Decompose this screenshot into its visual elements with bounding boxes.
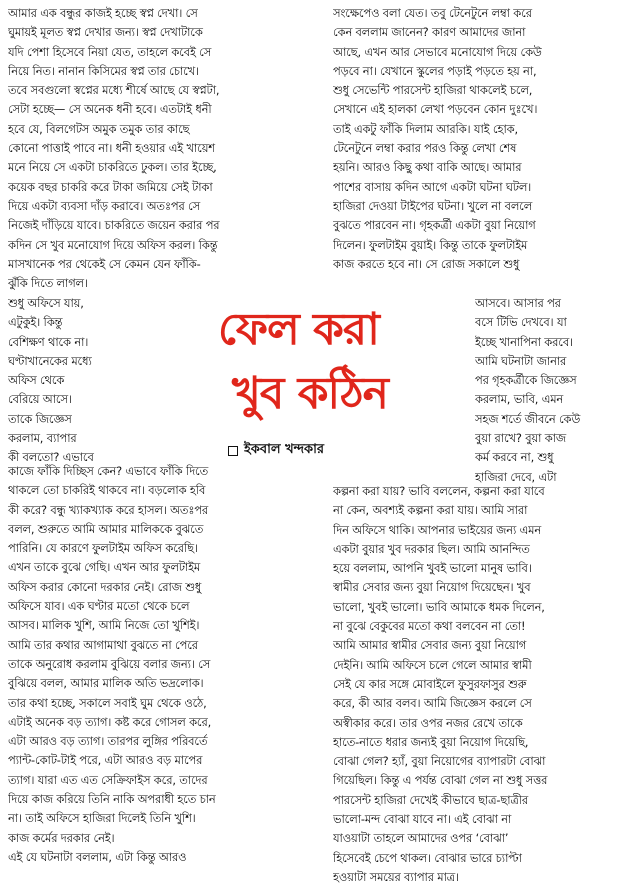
text-line: তাকে অনুরোধ করলাম বুঝিয়ে বলার জন্য। সে: [8, 656, 211, 671]
text-line: দিয়ে কাজ করিয়ে তিনি নাকি অপরাধী হতে চান: [8, 792, 216, 807]
text-line: হয়নি। আরও কিছু কথা বাকি আছে। আমার: [333, 160, 522, 175]
text-line: আসবে। আসার পর: [475, 296, 561, 310]
text-line: হিসেবেই চেপে থাকল। বোঝার ভারে চ্যাপ্টা: [333, 850, 522, 865]
text-line: কল্পনা করা যায়? ভাবি বললেন, কল্পনা করা যাবে: [333, 484, 545, 498]
text-line: অফিস থেকে: [8, 373, 65, 388]
text-line: বোঝা গেল? হ্যাঁ, বুয়া নিয়োগের ব্যাপারটা বোঝা: [333, 754, 546, 769]
text-line: নিজেই দাঁড়িয়ে যাবে। চাকরিতে জয়েন করার পর: [8, 218, 220, 233]
text-line: অস্বীকার করে। তার ওপর নজর রেখে তাকে: [333, 715, 523, 730]
square-bullet-icon: [228, 446, 238, 456]
text-line: ইচ্ছে খানাপিনা করবে।: [475, 334, 573, 349]
text-line: না। তাই অফিসে হাজিরা দিলেই তিনি খুশি।: [8, 811, 196, 826]
text-line: এটাই অনেক বড় ত্যাগ। কষ্ট করে গোসল করে,: [8, 714, 212, 729]
text-line: থাকলে তো চাকরিই থাকবে না। বড়লোক হবি: [8, 483, 206, 498]
text-line: আমি তার কথার আগামাথা বুঝতে না পেরে: [8, 637, 198, 652]
text-line: এখন তাকে বুঝে গেছি। এখন আর ফুলটাইম: [8, 560, 201, 575]
text-line: এটুকুই। কিন্তু: [8, 315, 63, 330]
text-line: ঝুঁকি দিতে লাগল।: [8, 276, 88, 291]
text-line: পর গৃহকর্ত্রীকে জিজ্ঞেস: [475, 373, 577, 388]
text-line: যদি পেশা হিসেবে নিয়া যেত, তাহলে কবেই সে: [8, 44, 212, 59]
text-line: আমার এক বন্ধুর কাজই হচ্ছে স্বপ্ন দেখা। সে: [8, 6, 198, 20]
text-line: আমি ঘটনাটা জানার: [475, 353, 567, 368]
text-line: মনে নিয়ে সে একটা চাকরিতে ঢুকল। তার ইচ্ছে,: [8, 160, 217, 175]
text-line: পড়বে না। যেখানে স্কুলের পড়াই পড়তে হয় না,: [333, 63, 537, 78]
text-line: অফিস করার কোনো দরকার নেই। রোজ শুধু: [8, 579, 202, 594]
text-line: স্বামীর সেবার জন্য বুয়া নিয়োগ দিয়েছেন। খুব: [333, 580, 531, 595]
text-line: আমি আমার স্বামীর সেবার জন্য বুয়া নিয়োগ: [333, 638, 527, 653]
text-line: হয়ে বললাম, আপনি খুবই ভালো মানুষ ভাবি।: [333, 561, 532, 576]
text-line: দিলেন। ফুলটাইম বুয়াই। কিন্তু তাকে ফুলটাইম: [333, 237, 528, 252]
text-line: পারসেন্ট হাজিরা দেখেই কীভাবে ছাত্র-ছাত্রীর: [333, 792, 529, 807]
text-line: না বুঝে বেকুবের মতো কথা বলবেন না তো!: [333, 619, 526, 634]
text-line: কদিন সে খুব মনোযোগ দিয়ে অফিস করল। কিন্তু: [8, 237, 218, 252]
text-line: পাশের বাসায় কদিন আগে একটা ঘটনা ঘটল।: [333, 179, 532, 194]
text-line: কোনো পাত্তাই পাবে না। ধনী হওয়ার এই খায়েশ: [8, 141, 215, 156]
text-line: প্যান্ট-কোট-টাই পরে, এটা আরও বড় মাপের: [8, 753, 203, 768]
text-line: করলাম, ব্যাপার: [8, 431, 77, 446]
article-column-right-mid: [475, 294, 629, 487]
text-line: ত্যাগ। যারা এত এত সেক্রিফাইস করে, তাদের: [8, 772, 208, 787]
text-line: করলাম, ভাবি, এমন: [475, 392, 564, 407]
text-line: নিয়ে নিত। নানান কিসিমের স্বপ্ন তার চোখে।: [8, 63, 199, 78]
headline-line-2: খুব কঠিন: [232, 368, 388, 419]
text-line: যাওয়াটা তাহলে আমাদের ওপর ‘বোঝা’: [333, 831, 509, 846]
author-name: ইকবাল খন্দকার: [244, 442, 325, 457]
text-line: কী বলতো? এভাবে: [8, 450, 94, 465]
text-line: সেই যে কার সঙ্গে মোবাইলে ফুসুরফাসুর শুরু: [333, 676, 527, 691]
article-column-left-top: [8, 4, 320, 293]
text-line: সেখানে এই হালকা লেখা পড়বেন কোন দুঃখে।: [333, 102, 538, 117]
text-line: দেইনি। আমি অফিসে চলে গেলে আমার স্বামী: [333, 657, 532, 672]
text-line: হাজিরা দেবে, এটা: [475, 469, 557, 484]
text-line: বেরিয়ে আসে।: [8, 392, 72, 407]
text-line: কাজ করতে হবে না। সে রোজ সকালে শুধু: [333, 256, 520, 271]
text-line: ঘুমায়ই মূলত স্বপ্ন দেখার জন্য। স্বপ্ন দেখাটাকে: [8, 25, 203, 40]
text-line: এই যে ঘটনাটা বললাম, এটা কিন্তু আরও: [8, 849, 187, 864]
text-line: কী করে? বন্ধু খ্যাকখ্যাক করে হাসল। অতঃপর: [8, 502, 209, 517]
text-line: অফিসে যাব। এক ঘণ্টার মতো থেকে চলে: [8, 599, 190, 614]
text-line: আছে, এখন আর সেভাবে মনোযোগ দিয়ে কেউ: [333, 44, 542, 59]
article-column-right-bottom: [333, 482, 629, 887]
text-line: কয়েক বছর চাকরি করে টাকা জমিয়ে সেই টাকা: [8, 179, 213, 194]
text-line: মাসখানেক পর থেকেই সে কেমন যেন ফাঁকি-: [8, 256, 201, 271]
text-line: টেনেটুনে লম্বা করার পরও কিন্তু লেখা শেষ: [333, 141, 517, 156]
text-line: তাকে জিজ্ঞেস: [8, 411, 72, 426]
article-column-left-bottom: [8, 462, 320, 867]
text-line: বসে টিভি দেখবে। যা: [475, 315, 567, 330]
text-line: হাতে-নাতে ধরার জন্যই বুয়া নিয়োগ দিয়েছি,: [333, 734, 529, 749]
text-line: কাজে ফাঁকি দিচ্ছিস কেন? এভাবে ফাঁকি দিতে: [8, 464, 209, 478]
text-line: হবে যে, বিলগেটস অমুক তমুক তার কাছে: [8, 121, 190, 136]
text-line: হাজিরা দেওয়া টাইপের ঘটনা। খুলে না বললে: [333, 198, 533, 213]
text-line: শুধু অফিসে যায়,: [8, 296, 84, 310]
text-line: করে, কী আর বলব। আমি জিজ্ঞেস করলে সে: [333, 696, 532, 711]
text-line: এটা আরও বড় ত্যাগ। তারপর লুঙ্গির পরিবর্তে: [8, 734, 208, 749]
text-line: কর্ম করবে না, শুধু: [475, 450, 554, 465]
text-line: হওয়াটা সময়ের ব্যাপার মাত্র।: [333, 869, 459, 884]
text-line: একটা বুয়ার খুব দরকার ছিল। আমি আনন্দিত: [333, 541, 530, 556]
text-line: কাজ কর্মের দরকার নেই।: [8, 830, 115, 845]
article-column-right-top: [333, 4, 629, 274]
text-line: দিয়ে একটা ব্যবসা দাঁড় করাবে। অতঃপর সে: [8, 198, 201, 213]
text-line: শুধু সেভেন্টি পারসেন্ট হাজিরা থাকলেই চলে,: [333, 83, 533, 98]
text-line: কেন বললাম জানেন? কারণ আমাদের জানা: [333, 25, 526, 40]
text-line: না কেন, অবশ্যই কল্পনা করা যায়। আমি সারা: [333, 503, 528, 518]
headline-line-1: ফেল করা: [218, 304, 379, 355]
text-line: বুঝিয়ে বলল, আমার মালিক অতি ভদ্রলোক।: [8, 676, 204, 691]
text-line: তার কথা হচ্ছে, সকালে সবাই ঘুম থেকে ওঠে,: [8, 695, 207, 710]
text-line: ঘণ্টাখানেকের মধ্যে: [8, 353, 92, 368]
text-line: বলল, শুরুতে আমি আমার মালিককে বুঝতে: [8, 521, 204, 536]
text-line: আসব। মালিক খুশি, আমি নিজে তো খুশিই।: [8, 618, 200, 633]
text-line: বুয়া রাখে? বুয়া কাজ: [475, 431, 566, 446]
text-line: তাই একটু ফাঁকি দিলাম আরকি। যাই হোক,: [333, 121, 518, 136]
text-line: বেশিক্ষণ থাকে না।: [8, 334, 89, 349]
text-line: সংক্ষেপেও বলা যেত। তবু টেনেটুনে লম্বা করে: [333, 6, 532, 20]
text-line: পারিনি। যে কারণে ফুলটাইম অফিস করেছি।: [8, 541, 198, 556]
text-line: গিয়েছিল। কিন্তু এ পর্যন্ত বোঝা গেল না শুধু সত্তর: [333, 773, 548, 788]
article-column-left-mid: [8, 294, 213, 468]
text-line: সেটা হচ্ছে— সে অনেক ধনী হবে। এতটাই ধনী: [8, 102, 212, 117]
byline: [228, 440, 324, 461]
text-line: সহজ শর্তে জীবনে কেউ: [475, 411, 581, 426]
text-line: ভালো-মন্দ বোঝা যাবে না। এই বোঝা না: [333, 812, 512, 827]
text-line: ভালো, খুবই ভালো। ভাবি আমাকে ধমক দিলেন,: [333, 599, 545, 614]
text-line: দিন অফিসে থাকি। আপনার ভাইয়ের জন্য এমন: [333, 522, 541, 537]
text-line: বুঝতে পারবেন না। গৃহকর্ত্রী একটা বুয়া নিয়োগ: [333, 218, 536, 233]
text-line: তবে সবগুলো স্বপ্নের মধ্যে শীর্ষে আছে যে স্বপ্নটা,: [8, 83, 220, 98]
